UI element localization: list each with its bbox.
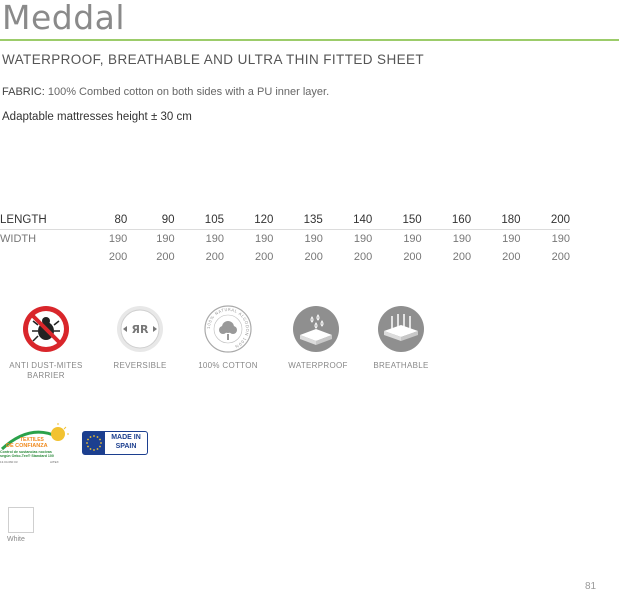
width-cell: 190 xyxy=(403,233,422,245)
color-swatch-label: White xyxy=(7,536,25,543)
adaptable-note: Adaptable mattresses height ± 30 cm xyxy=(2,111,192,123)
fabric-text: 100% Combed cotton on both sides with a PU inner layer. xyxy=(44,86,330,98)
waterproof-icon xyxy=(292,305,340,353)
width-cell: 190 xyxy=(502,233,521,245)
anti-dust-mites-icon xyxy=(22,305,70,353)
length-row xyxy=(0,211,570,230)
title-divider xyxy=(0,39,619,41)
made-in-spain-badge xyxy=(82,431,148,455)
anti-mites-label: ANTI DUST-MITES BARRIER xyxy=(9,361,83,380)
cert-code2: AITEX xyxy=(50,460,59,464)
length-cell: 105 xyxy=(175,211,224,230)
oeko-tex-certification-logo xyxy=(0,421,70,467)
width-cell: 200 xyxy=(502,251,521,263)
width-cell: 190 xyxy=(353,233,373,245)
length-cell: 90 xyxy=(127,211,174,230)
cert-line1: TEXTILES xyxy=(20,437,44,443)
fabric-description xyxy=(2,86,329,98)
length-cell: 200 xyxy=(521,211,570,230)
cotton-label: 100% COTTON xyxy=(198,361,258,370)
cert-line2: DE CONFIANZA xyxy=(6,443,48,449)
reversible-icon xyxy=(116,305,164,353)
width-cell: 190 xyxy=(551,233,570,245)
reversible-label: REVERSIBLE xyxy=(113,361,167,370)
width-cell: 190 xyxy=(255,233,274,245)
fabric-label: FABRIC: xyxy=(2,86,45,98)
length-cell: 120 xyxy=(224,211,273,230)
width-label: WIDTH xyxy=(0,233,37,245)
page-title: Meddal xyxy=(2,0,126,37)
length-cell: 135 xyxy=(273,211,322,230)
size-table xyxy=(0,211,570,266)
width-cell: 190 xyxy=(304,233,323,245)
length-cell: 180 xyxy=(471,211,520,230)
breathable-icon xyxy=(377,305,425,353)
width-cell: 190 xyxy=(108,233,128,245)
length-label: LENGTH xyxy=(0,211,80,230)
cotton-icon xyxy=(204,305,252,353)
cotton-ring-text: 100% NATURAL ALGODON 100% xyxy=(205,306,251,350)
width-cell: 200 xyxy=(156,251,175,263)
cert-line3: Control de sustancias nocivas xyxy=(0,450,52,454)
width-cell: 190 xyxy=(452,233,472,245)
width-cell: 200 xyxy=(304,251,323,263)
reversible-glyph: ЯR xyxy=(131,323,149,336)
eu-flag-icon xyxy=(83,432,105,454)
color-swatch-white[interactable] xyxy=(8,507,34,533)
cert-code1: 13.04.060 03 xyxy=(0,460,18,464)
width-row xyxy=(0,230,570,249)
product-subtitle: WATERPROOF, BREATHABLE AND ULTRA THIN FITTED SHEET xyxy=(2,52,425,67)
width-cell: 200 xyxy=(255,251,274,263)
waterproof-label: WATERPROOF xyxy=(288,361,348,370)
width-row xyxy=(0,248,570,266)
length-cell: 150 xyxy=(372,211,421,230)
width-cell: 200 xyxy=(403,251,422,263)
width-cell: 190 xyxy=(205,233,224,245)
breathable-label: BREATHABLE xyxy=(373,361,429,370)
width-cell: 200 xyxy=(353,251,373,263)
page-number: 81 xyxy=(585,581,597,592)
length-cell: 80 xyxy=(80,211,127,230)
width-cell: 200 xyxy=(551,251,570,263)
width-cell: 200 xyxy=(205,251,224,263)
cert-line4: según Oeko-Tex® Standard 100 xyxy=(0,454,54,458)
length-cell: 160 xyxy=(422,211,471,230)
made-in-text: MADE IN SPAIN xyxy=(111,434,141,450)
length-cell: 140 xyxy=(323,211,372,230)
width-cell: 200 xyxy=(452,251,472,263)
width-cell: 190 xyxy=(156,233,175,245)
width-cell: 200 xyxy=(108,251,128,263)
